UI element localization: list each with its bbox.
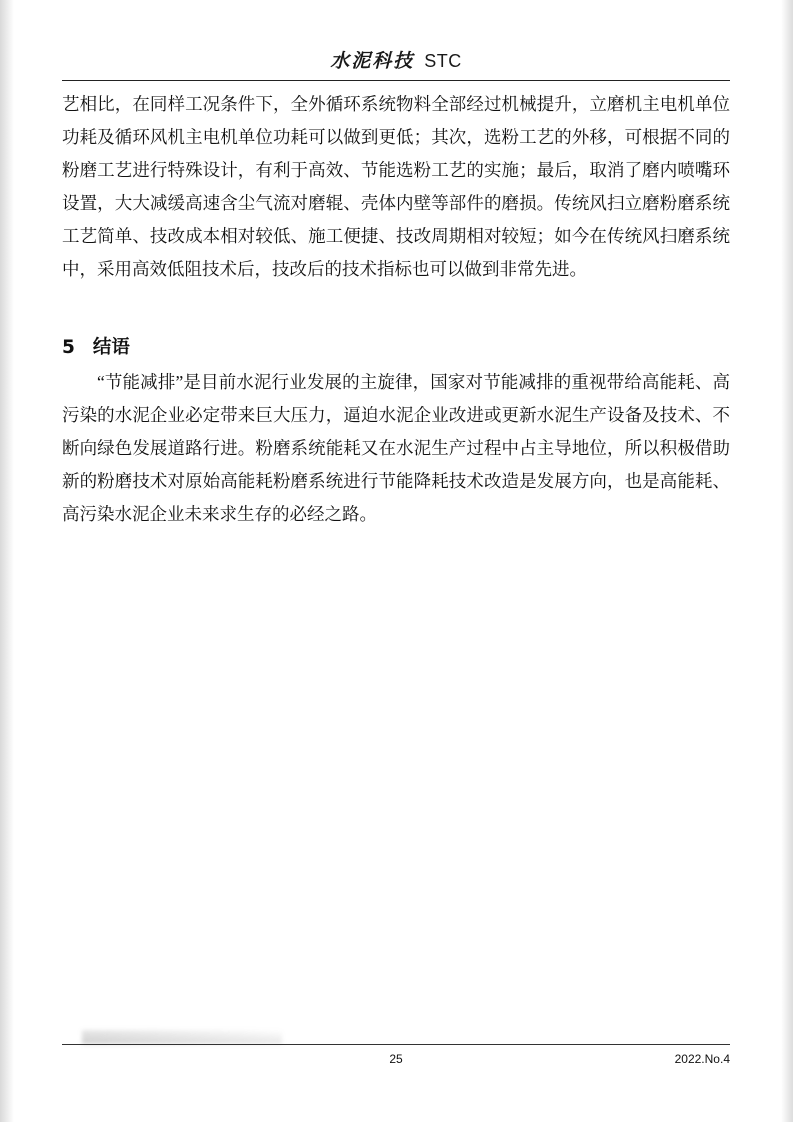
section-number: 5: [62, 337, 75, 358]
journal-title: 水泥科技: [330, 50, 415, 72]
section-heading: [62, 333, 730, 359]
header-divider: [62, 80, 730, 81]
paragraph-conclusion: “节能减排”是目前水泥行业发展的主旋律，国家对节能减排的重视带给高能耗、高污染的水泥企业必定带来巨大压力，逼迫水泥企业改进或更新水泥生产设备及技术、不断向绿色发展道路行进。粉磨系统能耗又在水泥生产过程中占主导地位，所以积极借助新的粉磨技术对原始高能耗粉磨系统进行节能降耗技术改造是发展方向，也是高能耗、高污染水泥企业未来求生存的必经之路。: [62, 372, 730, 524]
paragraph-continued: 艺相比，在同样工况条件下，全外循环系统物料全部经过机械提升，立磨机主电机单位功耗及循环风机主电机单位功耗可以做到更低；其次，选粉工艺的外移，可根据不同的粉磨工艺进行特殊设计，有利于高效、节能选粉工艺的实施；最后，取消了磨内喷嘴环设置，大大减缓高速含尘气流对磨辊、壳体内壁等部件的磨损。传统风扫立磨粉磨系统工艺简单、技改成本相对较低、施工便捷、技改周期相对较短；如今在传统风扫磨系统中，采用高效低阻技术后，技改后的技术指标也可以做到非常先进。: [62, 94, 730, 279]
page-number: 25: [389, 1052, 403, 1066]
journal-abbreviation: STC: [424, 51, 462, 71]
issue-label: 2022.No.4: [674, 1052, 730, 1066]
page-header: [62, 46, 730, 73]
footer-divider: [62, 1044, 730, 1045]
scan-artifact: [82, 1030, 282, 1044]
section-title: 结语: [92, 337, 130, 358]
page-content: [62, 0, 730, 1122]
